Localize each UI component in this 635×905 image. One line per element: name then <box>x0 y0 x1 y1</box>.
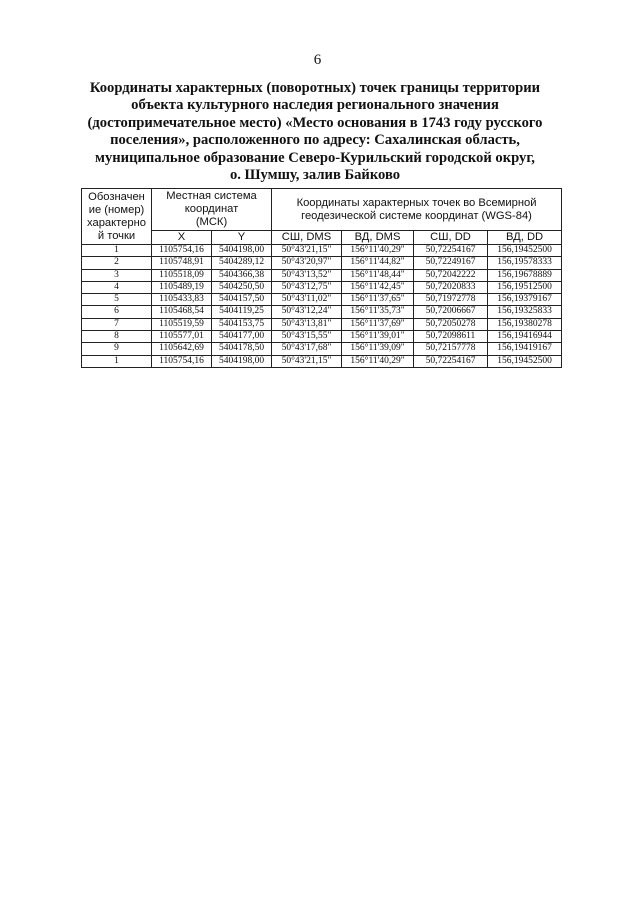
y-value: 5404153,75 <box>212 318 272 330</box>
point-number: 7 <box>82 318 152 330</box>
lat-dd-value: 50,72254167 <box>414 355 488 367</box>
column-header-x: X <box>152 231 212 245</box>
lon-dd-value: 156,19380278 <box>488 318 562 330</box>
table-row <box>82 294 562 306</box>
table-row <box>82 343 562 355</box>
lon-dd-value: 156,19419167 <box>488 343 562 355</box>
x-value: 1105642,69 <box>152 343 212 355</box>
title-line: муниципальное образование Северо-Курильский городской округ, <box>95 149 535 166</box>
point-number-header: Обозначен ие (номер) характерно й точки <box>82 189 152 245</box>
y-value: 5404289,12 <box>212 257 272 269</box>
lat-dd-value: 50,72157778 <box>414 343 488 355</box>
point-number: 4 <box>82 281 152 293</box>
coordinates-table <box>81 188 562 368</box>
table-row <box>82 306 562 318</box>
table-row <box>82 331 562 343</box>
lat-dd-value: 50,72006667 <box>414 306 488 318</box>
y-value: 5404157,50 <box>212 294 272 306</box>
lon-dms-value: 156°11'44,82" <box>342 257 414 269</box>
x-value: 1105754,16 <box>152 245 212 257</box>
lon-dms-value: 156°11'40,29" <box>342 355 414 367</box>
x-value: 1105518,09 <box>152 269 212 281</box>
point-number: 3 <box>82 269 152 281</box>
title-line: объекта культурного наследия регионального значения <box>131 97 499 114</box>
lat-dd-value: 50,72042222 <box>414 269 488 281</box>
y-value: 5404198,00 <box>212 245 272 257</box>
lat-dms-value: 50°43'17,68" <box>272 343 342 355</box>
table-row <box>82 245 562 257</box>
lon-dms-value: 156°11'37,65" <box>342 294 414 306</box>
table-row <box>82 355 562 367</box>
point-number: 6 <box>82 306 152 318</box>
lat-dd-value: 50,72098611 <box>414 331 488 343</box>
x-value: 1105748,91 <box>152 257 212 269</box>
y-value: 5404178,50 <box>212 343 272 355</box>
lat-dms-value: 50°43'12,75" <box>272 281 342 293</box>
wgs84-header: Координаты характерных точек во Всемирной геодезической системе координат (WGS-84) <box>272 189 562 231</box>
lat-dd-value: 50,72254167 <box>414 245 488 257</box>
lat-dd-value: 50,72050278 <box>414 318 488 330</box>
lat-dms-value: 50°43'15,55" <box>272 331 342 343</box>
column-header-lat-dms: СШ, DMS <box>272 231 342 245</box>
x-value: 1105754,16 <box>152 355 212 367</box>
point-number: 2 <box>82 257 152 269</box>
title-line: поселения», расположенного по адресу: Сахалинская область, <box>110 132 520 149</box>
lon-dd-value: 156,19416944 <box>488 331 562 343</box>
y-value: 5404177,00 <box>212 331 272 343</box>
column-header-lon-dd: ВД, DD <box>488 231 562 245</box>
x-value: 1105468,54 <box>152 306 212 318</box>
lat-dms-value: 50°43'11,02" <box>272 294 342 306</box>
lat-dms-value: 50°43'20,97" <box>272 257 342 269</box>
lon-dd-value: 156,19578333 <box>488 257 562 269</box>
point-number: 8 <box>82 331 152 343</box>
lat-dms-value: 50°43'13,81" <box>272 318 342 330</box>
lat-dd-value: 50,72020833 <box>414 281 488 293</box>
table-row <box>82 257 562 269</box>
point-number: 9 <box>82 343 152 355</box>
point-number: 1 <box>82 355 152 367</box>
lon-dms-value: 156°11'39,09" <box>342 343 414 355</box>
x-value: 1105433,83 <box>152 294 212 306</box>
table-row <box>82 318 562 330</box>
lat-dms-value: 50°43'21,15" <box>272 245 342 257</box>
y-value: 5404366,38 <box>212 269 272 281</box>
coordinates-table-body <box>82 245 562 368</box>
lon-dms-value: 156°11'48,44" <box>342 269 414 281</box>
column-header-lat-dd: СШ, DD <box>414 231 488 245</box>
table-row <box>82 269 562 281</box>
lat-dms-value: 50°43'12,24" <box>272 306 342 318</box>
document-title <box>80 80 550 184</box>
x-value: 1105489,19 <box>152 281 212 293</box>
local-system-header: Местная система координат (МСК) <box>152 189 272 231</box>
lon-dms-value: 156°11'37,69" <box>342 318 414 330</box>
column-header-lon-dms: ВД, DMS <box>342 231 414 245</box>
lat-dd-value: 50,72249167 <box>414 257 488 269</box>
lat-dd-value: 50,71972778 <box>414 294 488 306</box>
y-value: 5404119,25 <box>212 306 272 318</box>
lon-dms-value: 156°11'40,29" <box>342 245 414 257</box>
lon-dd-value: 156,19452500 <box>488 355 562 367</box>
point-number: 1 <box>82 245 152 257</box>
lon-dd-value: 156,19512500 <box>488 281 562 293</box>
title-line: о. Шумшу, залив Байково <box>229 167 401 184</box>
lon-dd-value: 156,19452500 <box>488 245 562 257</box>
lon-dms-value: 156°11'42,45" <box>342 281 414 293</box>
x-value: 1105577,01 <box>152 331 212 343</box>
lat-dms-value: 50°43'13,52" <box>272 269 342 281</box>
point-number: 5 <box>82 294 152 306</box>
column-header-y: Y <box>212 231 272 245</box>
page-number: 6 <box>313 52 322 68</box>
x-value: 1105519,59 <box>152 318 212 330</box>
title-line: Координаты характерных (поворотных) точек границы территории <box>89 80 541 96</box>
title-line: (достопримечательное место) «Место основания в 1743 году русского <box>87 114 543 131</box>
lon-dd-value: 156,19379167 <box>488 294 562 306</box>
lon-dms-value: 156°11'39,01" <box>342 331 414 343</box>
y-value: 5404250,50 <box>212 281 272 293</box>
lon-dd-value: 156,19325833 <box>488 306 562 318</box>
lon-dms-value: 156°11'35,73" <box>342 306 414 318</box>
lat-dms-value: 50°43'21,15" <box>272 355 342 367</box>
lon-dd-value: 156,19678889 <box>488 269 562 281</box>
table-row <box>82 281 562 293</box>
y-value: 5404198,00 <box>212 355 272 367</box>
